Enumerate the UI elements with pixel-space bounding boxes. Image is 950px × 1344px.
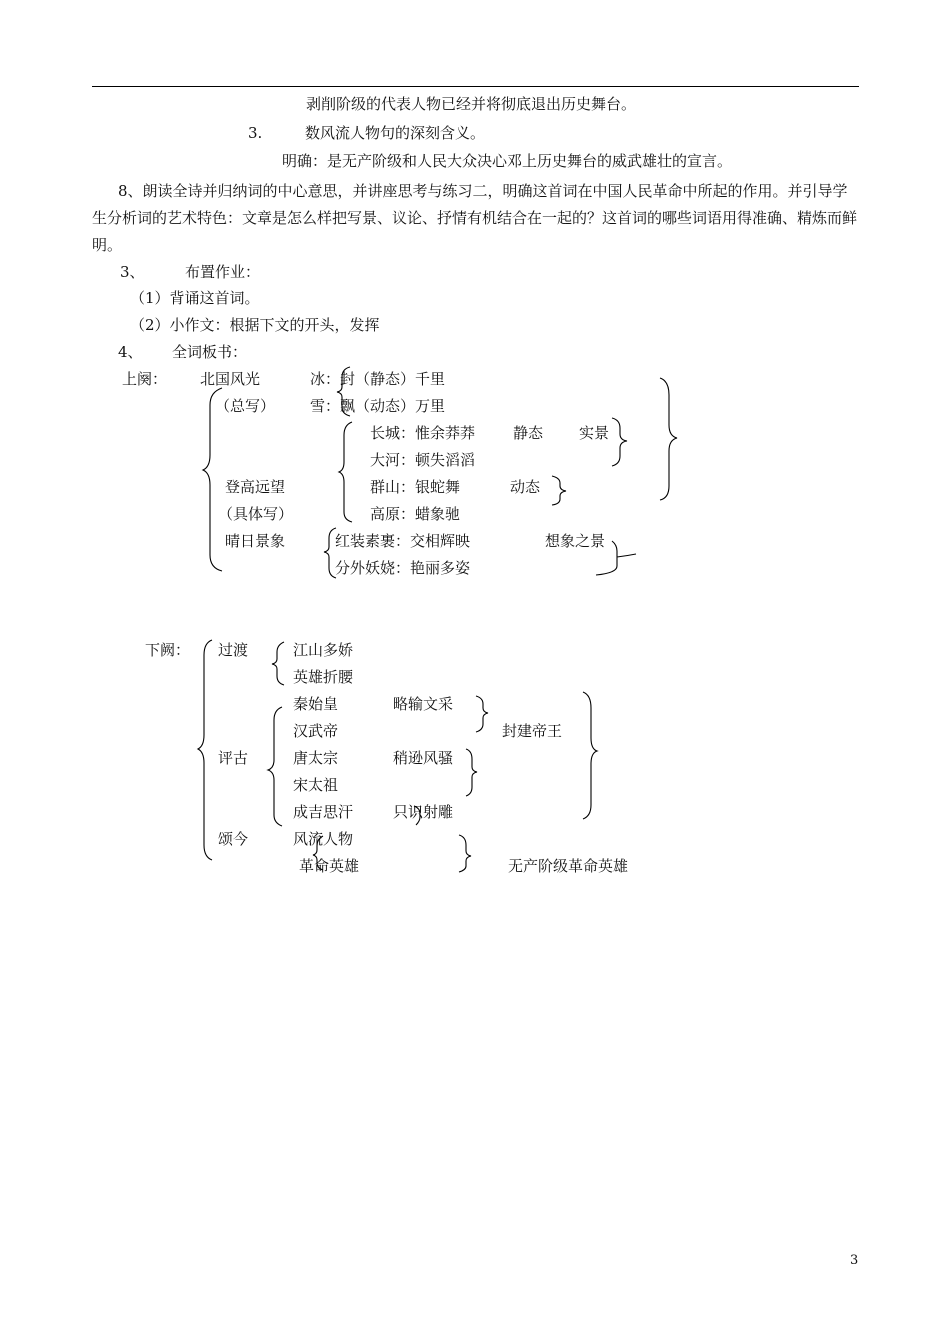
evaluate-past-label: 评古 bbox=[218, 749, 249, 767]
han-wudi: 汉武帝 bbox=[293, 722, 339, 740]
great-wall-line: 长城：惟余莽莽 bbox=[370, 424, 476, 442]
northern-scenery: 北国风光 bbox=[200, 370, 261, 388]
brace-eagles bbox=[414, 806, 420, 825]
page-number: 3 bbox=[850, 1253, 859, 1268]
paragraph-8: 8、朗读全诗并归纳词的中心意思，并讲座思考与练习二，明确这首词在中国人民革命中所起的作用。并引导学生分析词的艺术特色：文章是怎么样把写景、议论、抒情有机结合在一起的？这首词的哪些词语用得准确、精炼而鲜明。 bbox=[92, 182, 858, 254]
praise-present-label: 颂今 bbox=[218, 830, 249, 848]
brace-proletarian bbox=[459, 835, 471, 872]
revolutionary-heroes-line: 革命英雄 bbox=[299, 857, 360, 875]
item-3-number: 3. bbox=[248, 124, 263, 142]
text-exit-stage: 剥削阶级的代表人物已经并将彻底退出历史舞台。 bbox=[306, 95, 637, 113]
song-taizu: 宋太祖 bbox=[293, 776, 339, 794]
heroes-bow-line: 英雄折腰 bbox=[293, 668, 354, 686]
board-number: 4、 bbox=[118, 343, 143, 361]
brace-ice-snow bbox=[337, 367, 350, 416]
brace-upper-right bbox=[660, 378, 677, 500]
brace-scenery-items bbox=[339, 422, 352, 522]
mountains-line: 群山：银蛇舞 bbox=[370, 478, 461, 496]
transition-label: 过渡 bbox=[218, 641, 249, 659]
qin-shihuang: 秦始皇 bbox=[293, 695, 339, 713]
brace-dynamic bbox=[552, 476, 566, 505]
homework-item-2: （2）小作文：根据下文的开头，发挥 bbox=[130, 316, 380, 334]
brace-lacking-literary bbox=[476, 696, 488, 732]
ice-line: 冰：封（静态）千里 bbox=[310, 370, 446, 388]
snow-line: 雪：飘（动态）万里 bbox=[310, 397, 446, 415]
sunny-day-scene: 晴日景象 bbox=[225, 532, 286, 550]
proletarian-heroes-label: 无产阶级革命英雄 bbox=[508, 857, 629, 875]
dynamic-label: 动态 bbox=[510, 478, 541, 496]
brace-modern-heroes bbox=[313, 836, 323, 870]
great-figures-line: 风流人物 bbox=[293, 830, 354, 848]
genghis-khan: 成吉思汗 bbox=[293, 803, 354, 821]
static-label: 静态 bbox=[513, 424, 544, 442]
red-dress-line: 红装素裹：交相辉映 bbox=[335, 532, 471, 550]
brace-real-scene bbox=[612, 418, 627, 466]
plateau-line: 高原：蜡象驰 bbox=[370, 505, 461, 523]
homework-title: 布置作业： bbox=[185, 263, 261, 281]
item-3-text: 数风流人物句的深刻含义。 bbox=[305, 124, 486, 142]
homework-item-1: （1）背诵这首词。 bbox=[130, 289, 260, 307]
lacking-literary-talent: 略输文采 bbox=[393, 695, 454, 713]
real-scene-label: 实景 bbox=[579, 424, 610, 442]
brace-less-poetic bbox=[466, 749, 477, 796]
feudal-emperors-label: 封建帝王 bbox=[502, 722, 563, 740]
homework-number: 3、 bbox=[120, 263, 145, 281]
lower-stanza-label: 下阙： bbox=[145, 641, 191, 659]
only-shoot-eagles-line: 只识射雕 bbox=[393, 803, 454, 821]
climb-and-view: 登高远望 bbox=[225, 478, 286, 496]
specific-writing: （具体写） bbox=[218, 505, 294, 523]
brace-transition bbox=[272, 642, 284, 685]
clarification-text: 明确：是无产阶级和人民大众决心邓上历史舞台的威武雄壮的宣言。 bbox=[282, 152, 733, 170]
great-river-line: 大河：顿失滔滔 bbox=[370, 451, 476, 469]
rivers-mountains-line: 江山多娇 bbox=[293, 641, 354, 659]
brace-feudal-right bbox=[583, 692, 597, 819]
brace-imagined-scene bbox=[596, 541, 636, 575]
brace-emperors bbox=[268, 707, 282, 826]
board-title: 全词板书： bbox=[172, 343, 248, 361]
brace-sunny-scene bbox=[324, 528, 336, 578]
extra-charm-line: 分外妖娆：艳丽多姿 bbox=[335, 559, 471, 577]
brace-upper-main bbox=[203, 388, 222, 571]
upper-stanza-label: 上阕： bbox=[122, 370, 168, 388]
general-writing: （总写） bbox=[215, 397, 276, 415]
less-poetic-line: 稍逊风骚 bbox=[393, 749, 454, 767]
imagined-scene-label: 想象之景 bbox=[545, 532, 606, 550]
brace-lower-main bbox=[198, 640, 212, 860]
tang-taizong: 唐太宗 bbox=[293, 749, 339, 767]
